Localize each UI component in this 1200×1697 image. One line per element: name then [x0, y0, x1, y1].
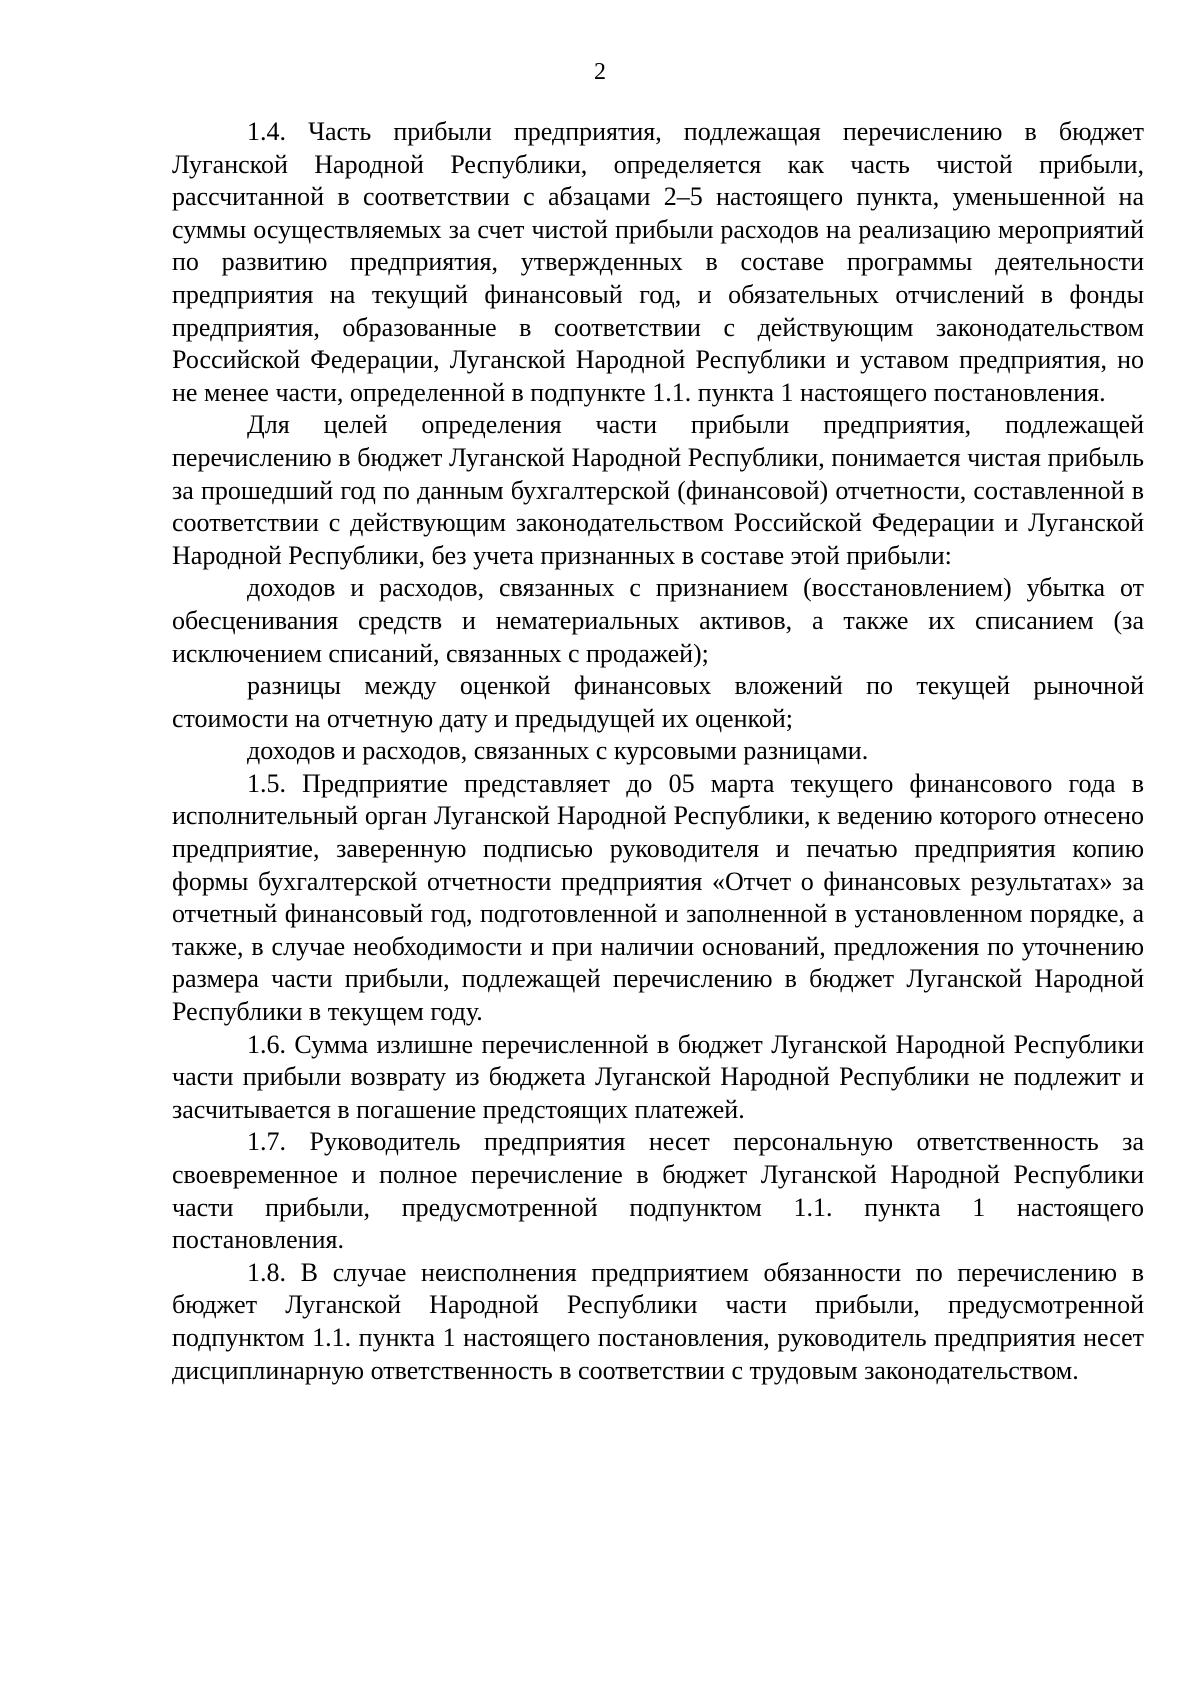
paragraph-exchange-differences-item: доходов и расходов, связанных с курсовыми разницами.: [247, 736, 869, 766]
paragraph-1-7: 1.7. Руководитель предприятия несет персональную ответственность за своевременное и полное перечисление в бюджет Луганской Народной Республики части прибыли, предусмотренной подпунктом 1.1. пункта 1 настоящего постановления.: [172, 1127, 1144, 1255]
document-body: [172, 116, 1144, 1387]
paragraph-market-value-item: разницы между оценкой финансовых вложений по текущей рыночной стоимости на отчетную дату и предыдущей их оценкой;: [172, 671, 1144, 733]
paragraph-1-5: 1.5. Предприятие представляет до 05 марта текущего финансового года в исполнительный орган Луганской Народной Республики, к ведению которого отнесено предприятие, заверенную подписью руководителя и печатью предприятия копию формы бухгалтерской отчетности предприятия «Отчет о финансовых результатах» за отчетный финансовый год, подготовленной и заполненной в установленном порядке, а также, в случае необходимости и при наличии оснований, предложения по уточнению размера части прибыли, подлежащей перечислению в бюджет Луганской Народной Республики в текущем году.: [172, 768, 1144, 1027]
paragraph-net-profit-definition: Для целей определения части прибыли предприятия, подлежащей перечислению в бюджет Луганской Народной Республики, понимается чистая прибыль за прошедший год по данным бухгалтерской (финансовой) отчетности, составленной в соответствии с действующим законодательством Российской Федерации и Луганской Народной Республики, без учета признанных в составе этой прибыли:: [172, 410, 1144, 570]
paragraph-1-8: 1.8. В случае неисполнения предприятием обязанности по перечислению в бюджет Луганской Народной Республики части прибыли, предусмотренной подпунктом 1.1. пункта 1 настоящего постановления, руководитель предприятия несет дисциплинарную ответственность в соответствии с трудовым законодательством.: [172, 1257, 1144, 1385]
page-number: 2: [594, 59, 606, 85]
paragraph-impairment-item: доходов и расходов, связанных с признанием (восстановлением) убытка от обесценивания средств и нематериальных активов, а также их списанием (за исключением списаний, связанных с продажей);: [172, 573, 1144, 668]
paragraph-1-4: 1.4. Часть прибыли предприятия, подлежащая перечислению в бюджет Луганской Народной Республики, определяется как часть чистой прибыли, рассчитанной в соответствии с абзацами 2–5 настоящего пункта, уменьшенной на суммы осуществляемых за счет чистой прибыли расходов на реализацию мероприятий по развитию предприятия, утвержденных в составе программы деятельности предприятия на текущий финансовый год, и обязательных отчислений в фонды предприятия, образованные в соответствии с действующим законодательством Российской Федерации, Луганской Народной Республики и уставом предприятия, но не менее части, определенной в подпункте 1.1. пункта 1 настоящего постановления.: [172, 117, 1144, 407]
paragraph-1-6: 1.6. Сумма излишне перечисленной в бюджет Луганской Народной Республики части прибыли возврату из бюджета Луганской Народной Республики не подлежит и засчитывается в погашение предстоящих платежей.: [172, 1029, 1144, 1124]
